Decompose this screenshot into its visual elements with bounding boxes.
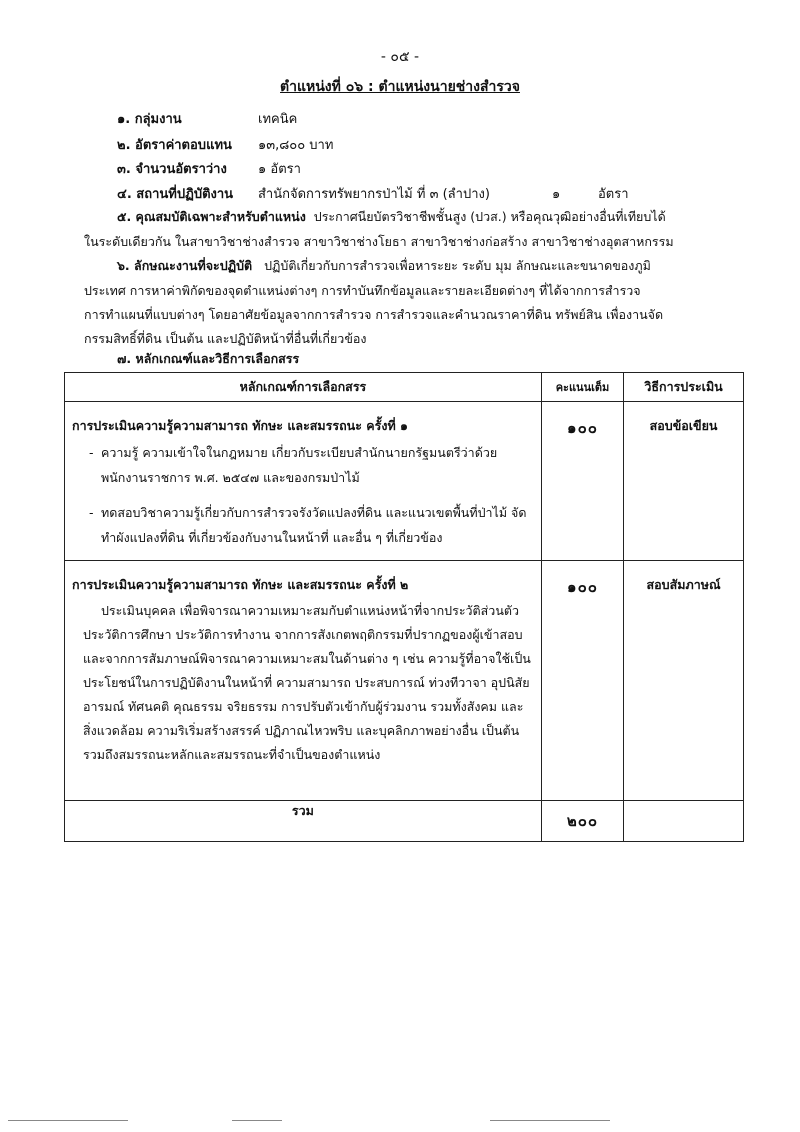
method-value: สอบสัมภาษณ์ (646, 577, 721, 592)
table-header-row (65, 373, 744, 402)
criteria-cell (65, 402, 542, 561)
qualification-text: ประกาศนียบัตรวิชาชีพชั้นสูง (ปวส.) หรือคุณวุฒิอย่างอื่นที่เทียบได้ (313, 209, 666, 224)
criteria-title: การประเมินความรู้ความสามารถ ทักษะ และสมรรถนะ ครั้งที่ ๒ (72, 577, 409, 592)
score-value: ๑๐๐ (567, 578, 598, 596)
table-row (65, 402, 744, 561)
field-label: ๒. อัตราค่าตอบแทน (117, 138, 232, 153)
method-cell (624, 561, 744, 801)
page-number: - ๐๕ - (380, 49, 420, 65)
criteria-item-text: ทดสอบวิชาความรู้เกี่ยวกับการสำรวจรังวัดแปลงที่ดิน และแนวเขตพื้นที่ป่าไม้ จัดทำผังแปลงที่ดิน ที่เกี่ยวข้องกับงานในหน้าที่ และอื่น ๆ ที่เกี่ยวข้อง (101, 505, 527, 545)
duties-line-3: การทำแผนที่แบบต่างๆ โดยอาศัยข้อมูลจากการสำรวจ การสำรวจและคำนวณราคาที่ดิน ทรัพย์สิน เพื่องานจัด (84, 307, 664, 322)
scan-edge-mark (8, 1120, 128, 1121)
duties-label: ๖. ลักษณะงานที่จะปฏิบัติ (117, 258, 253, 273)
field-label: ๓. จำนวนอัตราว่าง (117, 162, 227, 177)
duties-text: ปฏิบัติเกี่ยวกับการสำรวจเพื่อหาระยะ ระดับ มุม ลักษณะและขนาดของภูมิ (264, 258, 651, 273)
criteria-item: - ทดสอบวิชาความรู้เกี่ยวกับการสำรวจรังวัดแปลงที่ดิน และแนวเขตพื้นที่ป่าไม้ จัดทำผังแปลงที่ดิน ที่เกี่ยวข้องกับงานในหน้าที่ และอื่น ๆ ที่เกี่ยวข้อง (89, 505, 527, 545)
criteria-title: การประเมินความรู้ความสามารถ ทักษะ และสมรรถนะ ครั้งที่ ๑ (72, 418, 408, 433)
field-value: สำนักจัดการทรัพยากรป่าไม้ ที่ ๓ (ลำปาง) (258, 187, 490, 202)
field-work-group (0, 108, 800, 128)
scan-edge-mark (490, 1120, 610, 1121)
qualification-line-2: ในระดับเดียวกัน ในสาขาวิชาช่างสำรวจ สาขาวิชาช่างโยธา สาขาวิชาช่างก่อสร้าง สาขาวิชาช่างอุตสาหกรรม (84, 234, 674, 249)
header-method: วิธีการประเมิน (624, 373, 744, 402)
duties-line-1 (117, 256, 651, 276)
method-cell (624, 402, 744, 561)
total-label: รวม (65, 801, 542, 842)
field-count: ๑ (552, 187, 561, 202)
scan-edge-mark (232, 1120, 282, 1121)
field-value: เทคนิค (258, 112, 298, 127)
selection-label: ๗. หลักเกณฑ์และวิธีการเลือกสรร (117, 351, 300, 366)
field-value: ๑ อัตรา (258, 162, 301, 177)
score-value: ๑๐๐ (567, 419, 598, 437)
criteria-item: - ความรู้ ความเข้าใจในกฎหมาย เกี่ยวกับระเบียบสำนักนายกรัฐมนตรีว่าด้วยพนักงานราชการ พ.ศ. ๒๕๔๗ และของกรมป่าไม้ (89, 445, 498, 485)
header-criteria: หลักเกณฑ์การเลือกสรร (65, 373, 542, 402)
total-method-cell (624, 801, 744, 842)
field-value: ๑๓,๘๐๐ บาท (258, 138, 334, 153)
total-row (65, 801, 744, 842)
field-compensation (0, 134, 800, 154)
field-label: ๔. สถานที่ปฏิบัติงาน (117, 187, 234, 202)
table-row (65, 561, 744, 801)
field-workplace (0, 183, 800, 203)
position-title: ตำแหน่งที่ ๐๖ : ตำแหน่งนายช่างสำรวจ (280, 79, 520, 95)
duties-line-2: ประเทศ การหาค่าพิกัดของจุดตำแหน่งต่างๆ การทำบันทึกข้อมูลและรายละเอียดต่างๆ ที่ได้จากการสำรวจ (84, 283, 641, 298)
criteria-cell (65, 561, 542, 801)
criteria-item-text: ความรู้ ความเข้าใจในกฎหมาย เกี่ยวกับระเบียบสำนักนายกรัฐมนตรีว่าด้วยพนักงานราชการ พ.ศ. ๒๕๔๗ และของกรมป่าไม้ (101, 445, 498, 485)
score-cell (541, 561, 623, 801)
qualification-line-1 (117, 207, 666, 227)
method-value: สอบข้อเขียน (649, 418, 718, 433)
field-unit: อัตรา (598, 187, 629, 202)
total-score: ๒๐๐ (566, 812, 599, 830)
field-vacancies (0, 158, 800, 178)
field-label: ๑. กลุ่มงาน (117, 112, 182, 127)
criteria-table (64, 372, 744, 842)
total-score-cell (541, 801, 623, 842)
score-cell (541, 402, 623, 561)
qualification-label: ๕. คุณสมบัติเฉพาะสำหรับตำแหน่ง (117, 209, 306, 224)
criteria-text: ประเมินบุคคล เพื่อพิจารณาความเหมาะสมกับตำแหน่งหน้าที่จากประวัติส่วนตัว ประวัติการศึกษา ประวัติการทำงาน จากการสังเกตพฤติกรรมที่ปรากฏของผู้เข้าสอบและจากการสัมภาษณ์พิจารณาความเหมาะสมในด้านต่าง ๆ เช่น ความรู้ที่อาจใช้เป็นประโยชน์ในการปฏิบัติงานในหน้าที่ ความสามารถ ประสบการณ์ ท่วงทีวาจา อุปนิสัย อารมณ์ ทัศนคติ คุณธรรม จริยธรรม การปรับตัวเข้ากับผู้ร่วมงาน รวมทั้งสังคม และสิ่งแวดล้อม ความริเริ่มสร้างสรรค์ ปฏิภาณไหวพริบ และบุคลิกภาพอย่างอื่น เป็นต้น รวมถึงสมรรถนะหลักและสมรรถนะที่จำเป็นของตำแหน่ง (83, 603, 531, 762)
header-score: คะแนนเต็ม (541, 373, 623, 402)
duties-line-4: กรรมสิทธิ์ที่ดิน เป็นต้น และปฏิบัติหน้าที่อื่นที่เกี่ยวข้อง (84, 331, 367, 346)
